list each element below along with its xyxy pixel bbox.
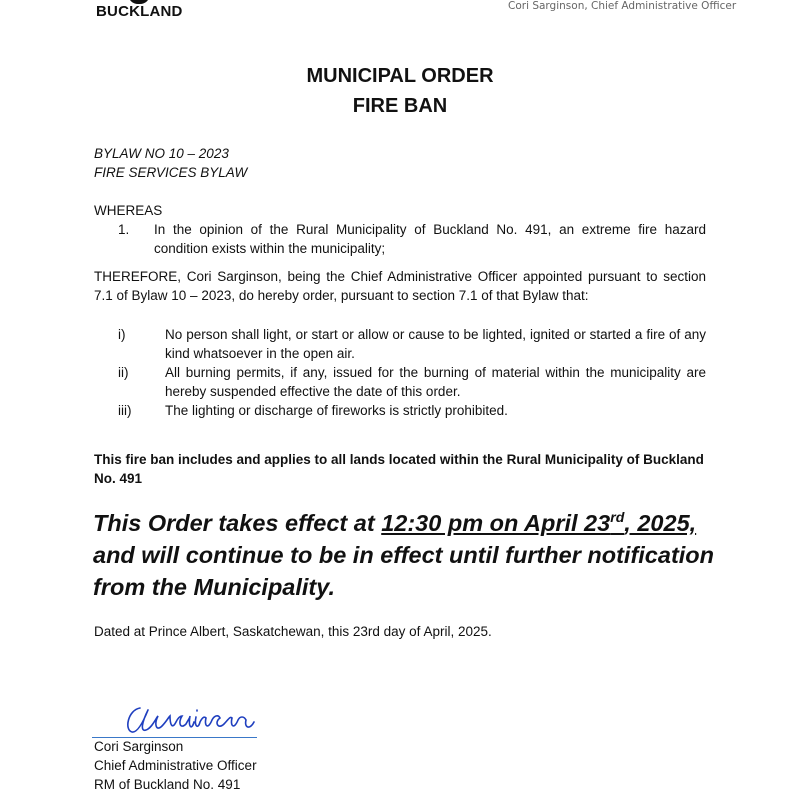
order-item-text: The lighting or discharge of fireworks is strictly prohibited. — [165, 403, 508, 418]
signer-name: Cori Sarginson — [94, 739, 184, 754]
effective-date-year: , 2025, — [624, 510, 697, 536]
therefore-paragraph: THEREFORE, Cori Sarginson, being the Chief Administrative Officer appointed pursuant to section 7.1 of Bylaw 10 – 2023, do hereby order, pursuant to section 7.1 of that Bylaw that: — [94, 269, 706, 303]
bylaw-number: BYLAW NO 10 – 2023 — [94, 146, 229, 161]
scope-statement: This fire ban includes and applies to all lands located within the Rural Municipality of Buckland No. 491 — [94, 452, 704, 486]
signer-title: Chief Administrative Officer — [94, 758, 257, 773]
order-item-text: No person shall light, or start or allow or cause to be lighted, ignited or started a fire of any kind whatsoever in the open air. — [165, 327, 706, 361]
dated-line: Dated at Prince Albert, Saskatchewan, this 23rd day of April, 2025. — [94, 624, 492, 639]
effective-statement — [93, 507, 733, 603]
page-title: MUNICIPAL ORDER — [306, 65, 494, 87]
signature-image — [118, 700, 263, 740]
effective-rest: and will continue to be in effect until further notification from the Municipality. — [93, 542, 715, 600]
whereas-item-number: 1. — [118, 222, 130, 237]
order-item-number: ii) — [118, 365, 129, 380]
page-subtitle: FIRE BAN — [352, 95, 448, 117]
whereas-item-text: In the opinion of the Rural Municipality of Buckland No. 491, an extreme fire hazard condition exists within the municipality; — [154, 222, 706, 256]
signer-organization: RM of Buckland No. 491 — [94, 777, 241, 792]
bylaw-name: FIRE SERVICES BYLAW — [94, 165, 248, 180]
order-item-number: i) — [118, 327, 126, 342]
whereas-heading: WHEREAS — [94, 203, 163, 218]
effective-date-suffix: rd — [610, 509, 625, 526]
header-officer: Cori Sarginson, Chief Administrative Officer — [508, 0, 737, 12]
order-item-number: iii) — [118, 403, 132, 418]
effective-date-main: 12:30 pm on April 23 — [381, 510, 611, 536]
effective-date — [381, 510, 696, 536]
effective-prefix: This Order takes effect at — [93, 510, 382, 536]
logo-text: BUCKLAND — [96, 3, 183, 20]
signature-block — [94, 737, 257, 794]
order-item-text: All burning permits, if any, issued for the burning of material within the municipality are hereby suspended effective the date of this order. — [165, 365, 706, 399]
